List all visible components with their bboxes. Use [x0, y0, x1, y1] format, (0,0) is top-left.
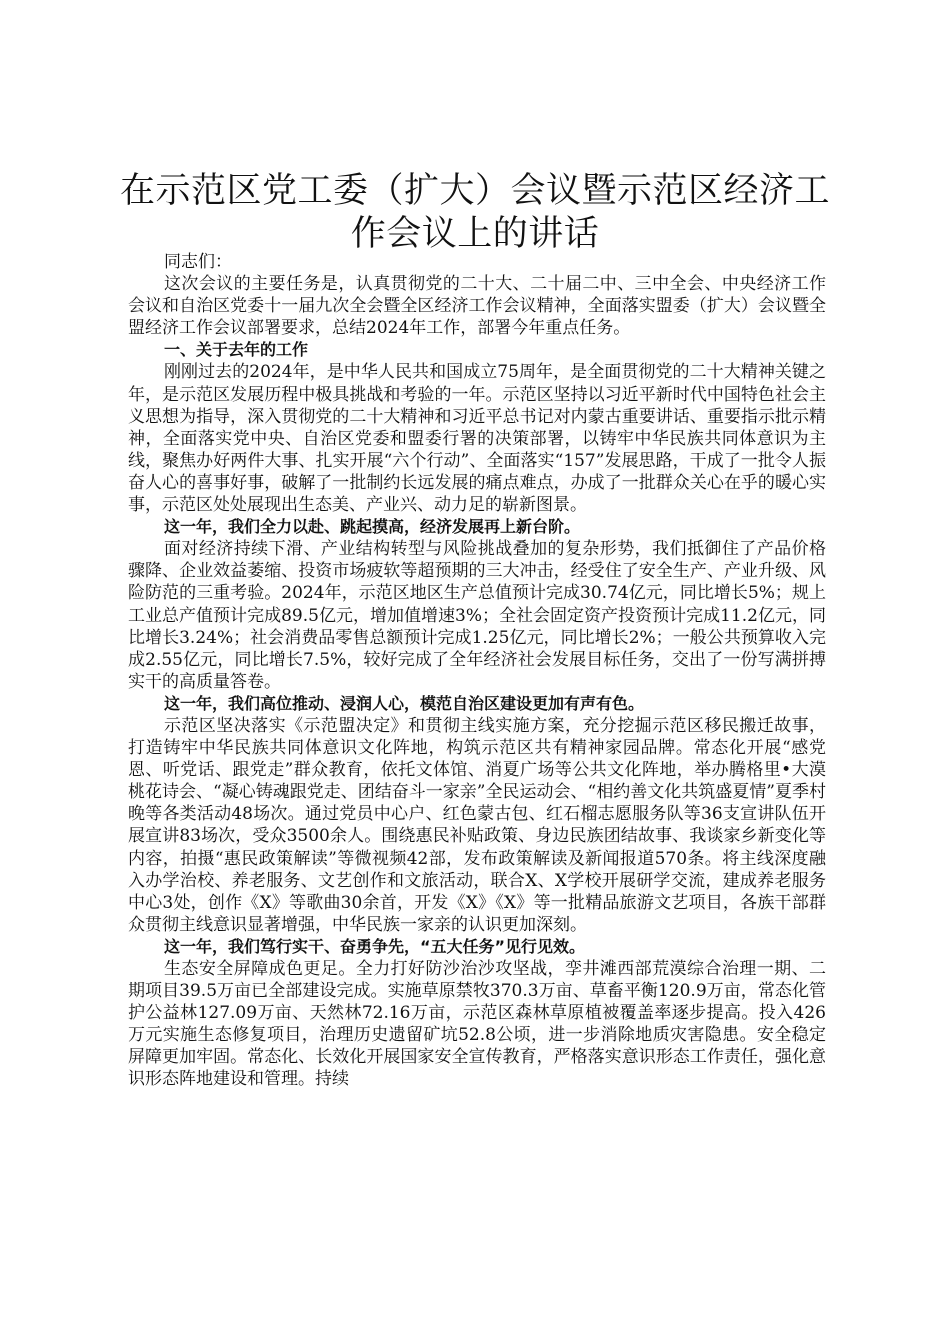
- section-heading-last-year: 一、关于去年的工作: [164, 340, 309, 360]
- paragraph-intro: 这次会议的主要任务是，认真贯彻党的二十大、二十届二中、三中全会、中央经济工作会议和自治区党委十一届九次全会暨全区经济工作会议精神，全面落实盟委（扩大）会议暨全盟经济工作会议部署要求，总结2024年工作，部署今年重点任务。: [128, 274, 826, 339]
- paragraph-five-tasks: 生态安全屏障成色更足。全力打好防沙治沙攻坚战，孪井滩西部荒漠综合治理一期、二期项目39.5万亩已全部建设完成。实施草原禁牧370.3万亩、草畜平衡120.9万亩，常态化管护公益林127.09万亩、天然林72.16万亩，示范区森林草原植被覆盖率逐步提高。投入426万元实施生态修复项目，治理历史遗留矿坑52.8公顷，进一步消除地质灾害隐患。安全稳定屏障更加牢固。常态化、长效化开展国家安全宣传教育，严格落实意识形态工作责任，强化意识形态阵地建设和管理。持续: [128, 959, 826, 1090]
- subheading-economy: 这一年，我们全力以赴、跳起摸高，经济发展再上新台阶。: [164, 517, 581, 537]
- salutation: 同志们：: [164, 252, 232, 272]
- subheading-model-region: 这一年，我们高位推动、浸润人心，模范自治区建设更加有声有色。: [164, 693, 645, 713]
- document-title: 在示范区党工委（扩大）会议暨示范区经济工作会议上的讲话: [120, 171, 831, 254]
- paragraph-overview: 刚刚过去的2024年，是中华人民共和国成立75周年，是全面贯彻党的二十大精神关键之年，是示范区发展历程中极具挑战和考验的一年。示范区坚持以习近平新时代中国特色社会主义思想为指导，深入贯彻党的二十大精神和习近平总书记对内蒙古重要讲话、重要指示批示精神，全面落实党中央、自治区党委和盟委行署的决策部署，以铸牢中华民族共同体意识为主线，聚焦办好两件大事、扎实开展“六个行动”、全面落实“157”发展思路，干成了一批令人振奋人心的喜事好事，破解了一批制约长远发展的痛点难点，办成了一批群众关心在乎的暖心实事，示范区处处展现出生态美、产业兴、动力足的崭新图景。: [128, 362, 826, 516]
- paragraph-economy: 面对经济持续下滑、产业结构转型与风险挑战叠加的复杂形势，我们抵御住了产品价格骤降、企业效益萎缩、投资市场疲软等超预期的三大冲击，经受住了安全生产、产业升级、风险防范的三重考验。2024年，示范区地区生产总值预计完成30.74亿元，同比增长5%；规上工业总产值预计完成89.5亿元，增加值增速3%；全社会固定资产投资预计完成11.2亿元，同比增长3.24%；社会消费品零售总额预计完成1.25亿元，同比增长2%；一般公共预算收入完成2.55亿元，同比增长7.5%，较好完成了全年经济社会发展目标任务，交出了一份写满拼搏实干的高质量答卷。: [128, 539, 826, 692]
- subheading-five-tasks: 这一年，我们笃行实干、奋勇争先，“五大任务”见行见效。: [164, 936, 586, 956]
- document-body: [128, 251, 826, 1091]
- paragraph-model-region: 示范区坚决落实《示范盟决定》和贯彻主线实施方案，充分挖掘示范区移民搬迁故事，打造铸牢中华民族共同体意识文化阵地，构筑示范区共有精神家园品牌。常态化开展“感党恩、听党话、跟党走”群众教育，依托文体馆、消夏广场等公共文化阵地，举办腾格里•大漠桃花诗会、“凝心铸魂跟党走、团结奋斗一家亲”全民运动会、“相约善文化共筑盛夏情”夏季村晚等各类活动48场次。通过党员中心户、红色蒙古包、红石榴志愿服务队等36支宣讲队伍开展宣讲83场次，受众3500余人。围绕惠民补贴政策、身边民族团结故事、我谈家乡新变化等内容，拍摄“惠民政策解读”等微视频42部，发布政策解读及新闻报道570条。将主线深度融入办学治校、养老服务、文艺创作和文旅活动，联合X、X学校开展研学交流，建成养老服务中心3处，创作《X》等歌曲30余首，开发《X》《X》等一批精品旅游文艺项目，各族干部群众贯彻主线意识显著增强，中华民族一家亲的认识更加深刻。: [128, 715, 826, 935]
